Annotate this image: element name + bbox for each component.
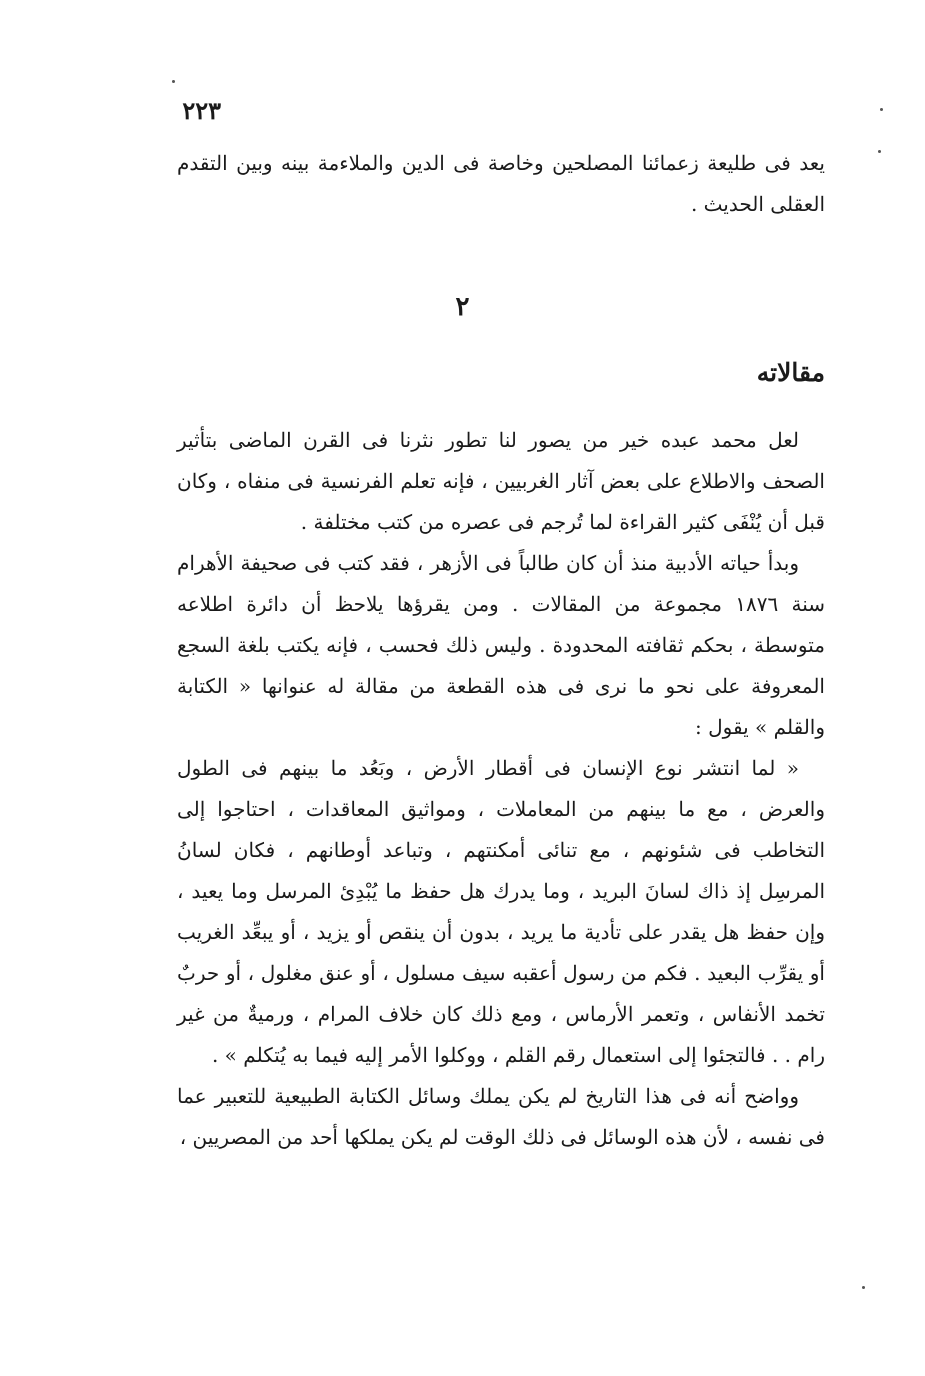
scan-speck [880, 108, 883, 111]
section-title: مقالاته [756, 358, 825, 387]
paragraph-2: وبدأ حياته الأدبية منذ أن كان طالباً فى الأزهر ، فقد كتب فى صحيفة الأهرام سنة ١٨٧٦ مجموعة من المقالات . ومن يقرؤها يلاحظ أن دائرة اطلاعه متوسطة ، بحكم ثقافته المحدودة . وليس ذلك فحسب ، فإنه يكتب بلغة السجع المعروفة على نحو ما نرى فى هذه القطعة من مقالة له عنوانها « الكتابة والقلم » يقول : [177, 551, 825, 739]
intro-paragraph [177, 143, 825, 225]
quote-paragraph: « لما انتشر نوع الإنسان فى أقطار الأرض ، وبَعُد ما بينهم فى الطول والعرض ، مع ما بينهم من المعاملات ، ومواثيق المعاقدات ، احتاجوا إلى التخاطب فى شئونهم ، مع تنائى أمكنتهم ، وتباعد أوطانهم ، فكان لسانُ المرسِل إذ ذاك لسانَ البريد ، وما يدرك هل حفظ ما يُبْدِئ المرسل وما يعيد ، وإن حفظ هل يقدر على تأدية ما يريد ، بدون أن ينقص أو يزيد ، أو يبعِّد الغريب أو يقرِّب البعيد . فكم من رسول أعقبه سيف مسلول ، أو عنق مغلول ، أو حربٌ تخمد الأنفاس ، وتعمر الأرماس ، ومع ذلك كان خلاف المرام ، ورميةٌ من غير رام . . فالتجئوا إلى استعمال رقم القلم ، ووكلوا الأمر إليه فيما به يُتكلم » . [177, 756, 825, 1067]
paragraph-4: وواضح أنه فى هذا التاريخ لم يكن يملك وسائل الكتابة الطبيعية للتعبير عما فى نفسه ، لأن هذه الوسائل فى ذلك الوقت لم يكن يملكها أحد من المصريين ، [177, 1084, 825, 1149]
scan-speck [878, 150, 881, 153]
scan-speck [172, 80, 175, 83]
paragraph-1: لعل محمد عبده خير من يصور لنا تطور نثرنا فى القرن الماضى بتأثير الصحف والاطلاع على بعض آثار الغربيين ، فإنه تعلم الفرنسية فى منفاه ، وكان قبل أن يُنْفَى كثير القراءة لما تُرجم فى عصره من كتب مختلفة . [177, 428, 825, 534]
page-number: ٢٢٣ [182, 96, 221, 125]
scan-speck [862, 1286, 865, 1289]
section-number: ٢ [455, 292, 470, 322]
body-text [177, 420, 825, 1158]
intro-text: يعد فى طليعة زعمائنا المصلحين وخاصة فى الدين والملاءمة بينه وبين التقدم العقلى الحديث . [177, 151, 825, 216]
